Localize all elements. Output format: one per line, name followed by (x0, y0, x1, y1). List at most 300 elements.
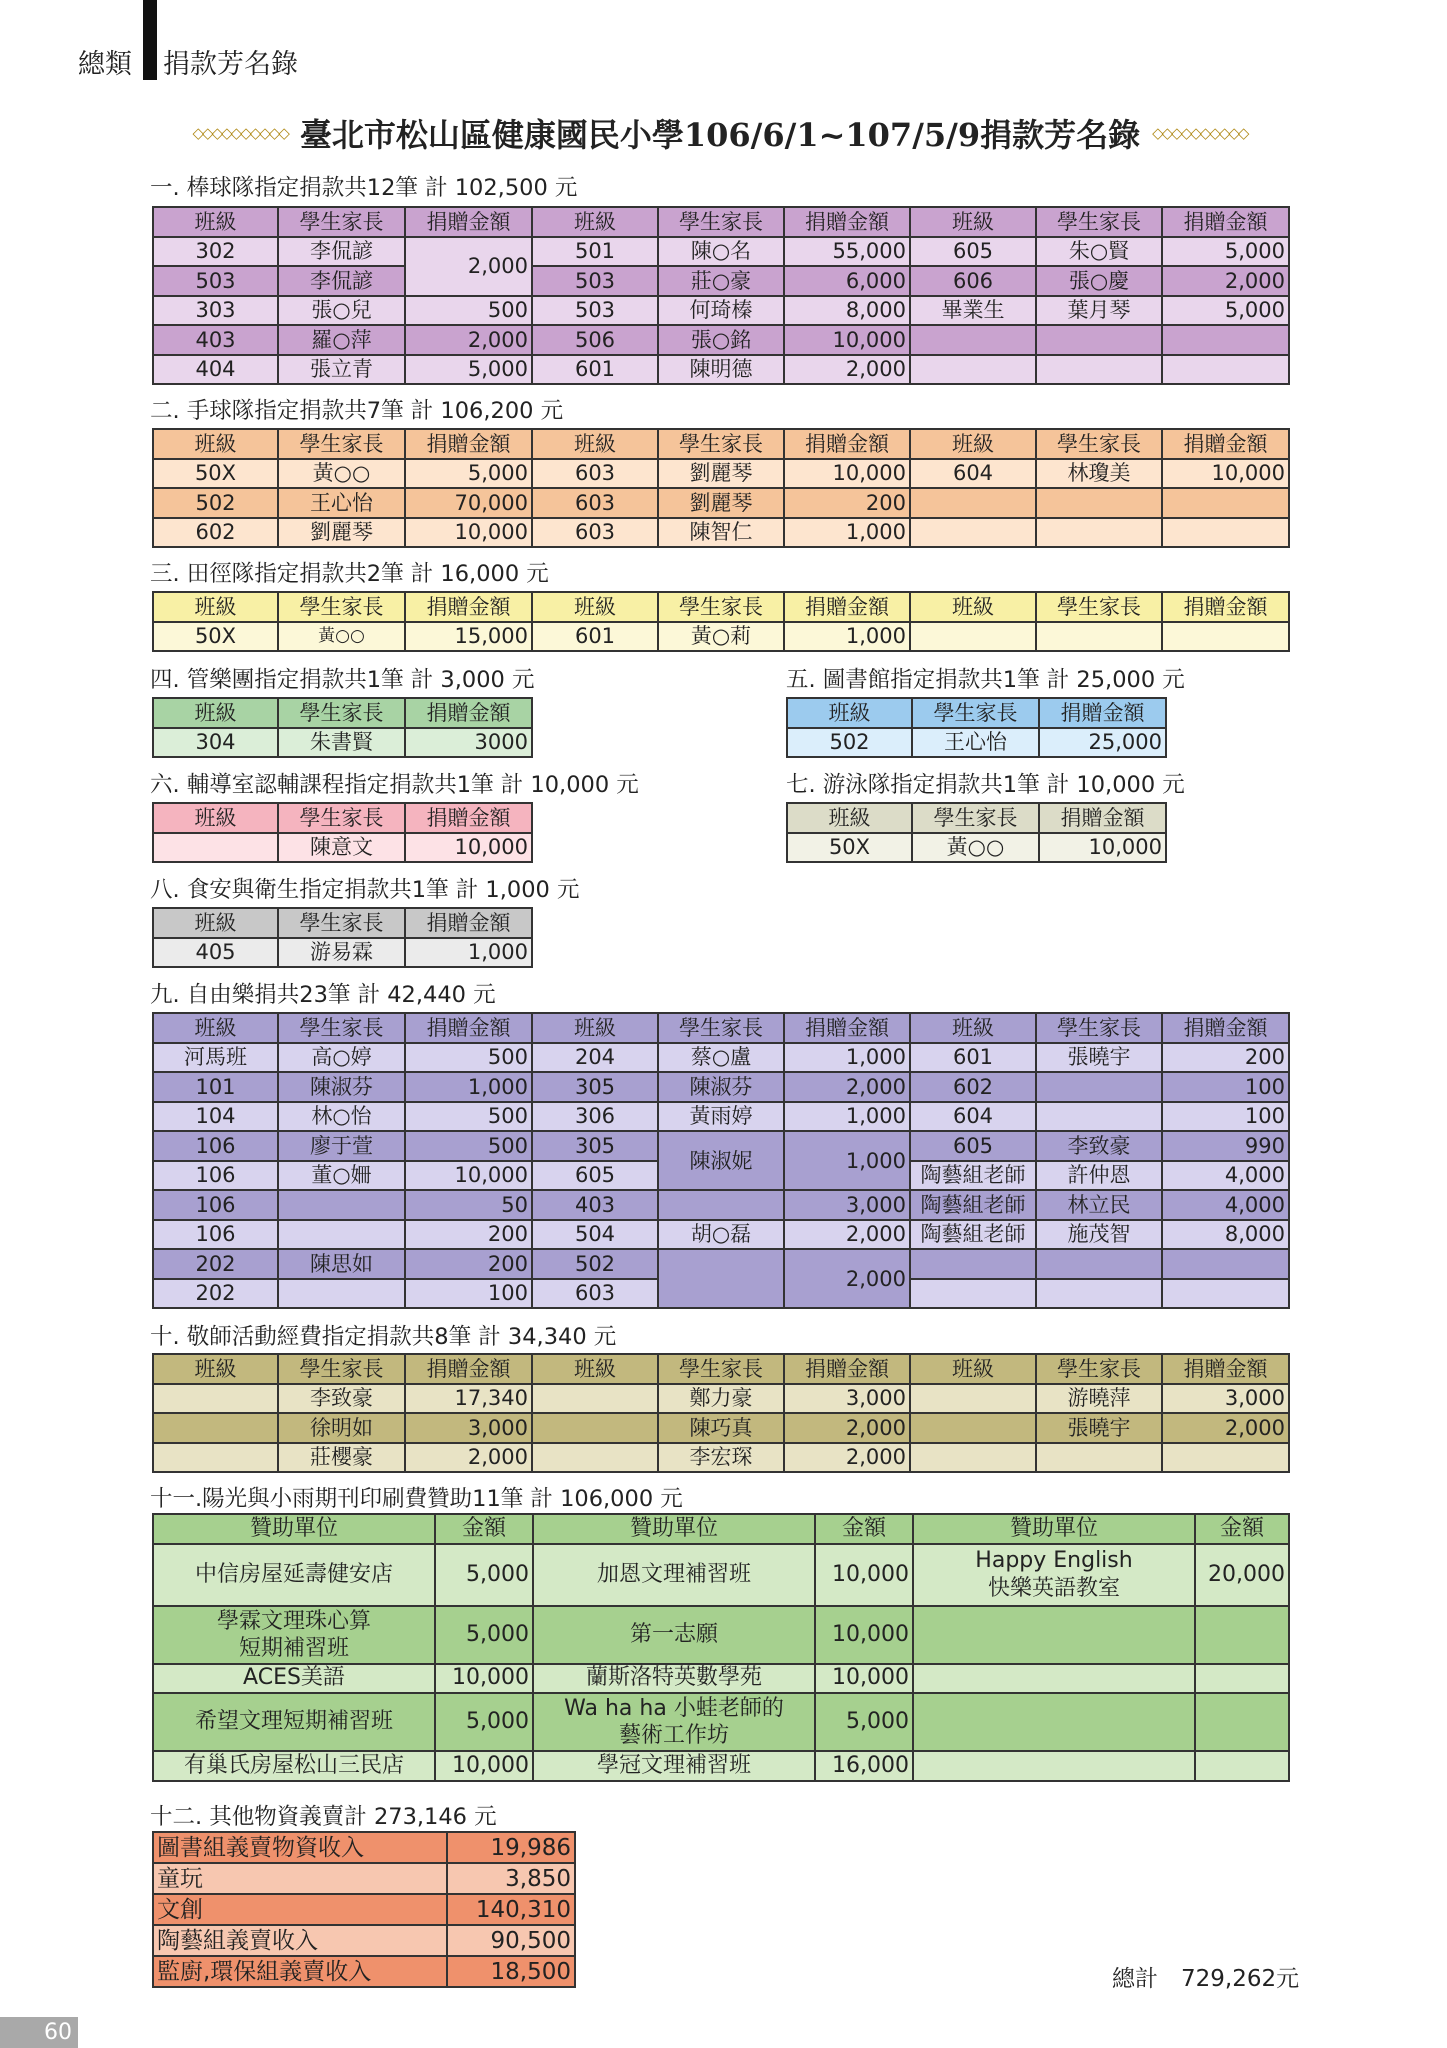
cell: 305 (532, 1131, 658, 1161)
table-row (153, 1925, 575, 1956)
col-class: 班級 (153, 698, 278, 728)
col-amount: 捐贈金額 (405, 803, 532, 833)
cell: 1,000 (784, 1102, 910, 1132)
cell: 游易霖 (278, 938, 405, 968)
cell (533, 1693, 815, 1751)
cell: 鄭力豪 (658, 1384, 784, 1414)
cell: 403 (532, 1190, 658, 1220)
cell: 5,000 (435, 1544, 533, 1606)
cell: 601 (532, 622, 658, 652)
col-unit: 贊助單位 (913, 1514, 1195, 1544)
cell: 林○怡 (278, 1102, 405, 1132)
cell: 100 (405, 1279, 532, 1309)
cell: 河馬班 (153, 1043, 278, 1073)
cell: 1,000 (405, 1072, 532, 1102)
cell: 10,000 (405, 518, 532, 548)
cell (278, 1279, 405, 1309)
cell: 黃○莉 (658, 622, 784, 652)
cell: 601 (910, 1043, 1036, 1073)
col-unit: 贊助單位 (153, 1514, 435, 1544)
col-amount: 捐贈金額 (1162, 592, 1289, 622)
col-amount: 捐贈金額 (784, 1013, 910, 1043)
col-amount: 捐贈金額 (405, 429, 532, 459)
table-row (153, 518, 1289, 548)
col-class: 班級 (910, 207, 1036, 237)
cell: 106 (153, 1220, 278, 1250)
cell: 陳思如 (278, 1249, 405, 1279)
col-amount: 捐贈金額 (784, 1354, 910, 1384)
col-class: 班級 (532, 1354, 658, 1384)
cell (532, 1384, 658, 1414)
cell: 15,000 (405, 622, 532, 652)
cell: 許仲恩 (1036, 1161, 1162, 1191)
cell: 陳明德 (658, 355, 784, 385)
cell: 文創 (153, 1894, 447, 1925)
cell: 3,850 (447, 1863, 575, 1894)
cell: 1,000 (405, 938, 532, 968)
col-amount: 捐贈金額 (1162, 1013, 1289, 1043)
page-number: 60 (0, 2017, 78, 2048)
cell (910, 518, 1036, 548)
cell: 劉麗琴 (658, 488, 784, 518)
table-row (787, 833, 1166, 863)
table-row (153, 1220, 1289, 1250)
handball-table (152, 428, 1290, 548)
table-row (153, 1072, 1289, 1102)
sponsor-name-line: 學霖文理珠心算 (216, 1608, 371, 1634)
cell: 503 (532, 266, 658, 296)
table-row (153, 266, 1289, 296)
cell (532, 1413, 658, 1443)
cell: 602 (153, 518, 278, 548)
cell: 504 (532, 1220, 658, 1250)
cell: 徐明如 (278, 1413, 405, 1443)
cell: 中信房屋延壽健安店 (153, 1544, 435, 1606)
table-row (153, 833, 532, 863)
cell: 506 (532, 325, 658, 355)
cell: 3,000 (784, 1190, 910, 1220)
cell: 5,000 (435, 1693, 533, 1751)
cell: 100 (1162, 1102, 1289, 1132)
table-row (153, 1544, 1289, 1606)
table-row (153, 1413, 1289, 1443)
cell: 10,000 (1039, 833, 1166, 863)
cell: 張曉宇 (1036, 1043, 1162, 1073)
cell (1036, 355, 1162, 385)
cell: 10,000 (815, 1544, 913, 1606)
col-amount: 捐贈金額 (405, 908, 532, 938)
cell (1036, 488, 1162, 518)
col-amount: 捐贈金額 (784, 429, 910, 459)
table-row (153, 1832, 575, 1863)
cell: 50 (405, 1190, 532, 1220)
table-row (153, 728, 532, 758)
col-parent: 學生家長 (1036, 592, 1162, 622)
cell (1162, 355, 1289, 385)
cell (910, 325, 1036, 355)
cell: 林瓊美 (1036, 459, 1162, 489)
cell: 高○婷 (278, 1043, 405, 1073)
cell: 10,000 (815, 1664, 913, 1694)
cell: 陳意文 (278, 833, 405, 863)
counsel-table (152, 802, 533, 863)
cell: 3,000 (784, 1384, 910, 1414)
cell: 張○銘 (658, 325, 784, 355)
cell: 5,000 (1162, 296, 1289, 326)
table-row (153, 1190, 1289, 1220)
cell: 603 (532, 459, 658, 489)
cell: 2,000 (405, 237, 532, 296)
sponsor-name-line: Happy English (975, 1547, 1133, 1573)
col-parent: 學生家長 (658, 592, 784, 622)
cell (1162, 325, 1289, 355)
table-row (153, 1443, 1289, 1473)
cell (910, 1443, 1036, 1473)
cell: 李侃諺 (278, 237, 405, 267)
col-class: 班級 (153, 803, 278, 833)
cell: 莊櫻豪 (278, 1443, 405, 1473)
table-row (153, 355, 1289, 385)
cell (1162, 518, 1289, 548)
section-food-title: 八. 食安與衛生指定捐款共1筆 計 1,000 元 (150, 877, 580, 903)
section-band-title: 四. 管樂團指定捐款共1筆 計 3,000 元 (150, 667, 535, 693)
cell: 何琦榛 (658, 296, 784, 326)
cell: 601 (532, 355, 658, 385)
cell: 106 (153, 1190, 278, 1220)
cell: 200 (405, 1249, 532, 1279)
col-amount: 捐贈金額 (405, 207, 532, 237)
table-row (153, 938, 532, 968)
cell: 602 (910, 1072, 1036, 1102)
cell: 希望文理短期補習班 (153, 1693, 435, 1751)
cell: 游曉萍 (1036, 1384, 1162, 1414)
table-row (153, 1384, 1289, 1414)
col-class: 班級 (910, 1013, 1036, 1043)
cell: 502 (153, 488, 278, 518)
cell: 302 (153, 237, 278, 267)
cell: 10,000 (815, 1606, 913, 1664)
cell: 603 (532, 518, 658, 548)
cell (278, 1220, 405, 1250)
col-money: 金額 (435, 1514, 533, 1544)
table-header-row (153, 592, 1289, 622)
table-row (153, 1894, 575, 1925)
col-amount: 捐贈金額 (1039, 803, 1166, 833)
cell (910, 1279, 1036, 1309)
table-header-row (153, 908, 532, 938)
cell: 604 (910, 459, 1036, 489)
table-header-row (153, 1013, 1289, 1043)
cell: 990 (1162, 1131, 1289, 1161)
cell: 403 (153, 325, 278, 355)
table-header-row (153, 803, 532, 833)
col-amount: 捐贈金額 (784, 207, 910, 237)
cell: 朱○賢 (1036, 237, 1162, 267)
cell: 10,000 (405, 833, 532, 863)
cell: 1,000 (784, 518, 910, 548)
cell: 50X (153, 459, 278, 489)
col-parent: 學生家長 (278, 592, 405, 622)
cell: 王心怡 (912, 728, 1039, 758)
cell: 2,000 (784, 1413, 910, 1443)
cell: 陶藝組老師 (910, 1161, 1036, 1191)
col-parent: 學生家長 (658, 1354, 784, 1384)
cell: 5,000 (405, 459, 532, 489)
cell (153, 1606, 435, 1664)
table-header-row (153, 1354, 1289, 1384)
col-class: 班級 (910, 429, 1036, 459)
cell: 500 (405, 296, 532, 326)
cell: 303 (153, 296, 278, 326)
cell: 1,000 (784, 622, 910, 652)
cell: 劉麗琴 (278, 518, 405, 548)
cell: 有巢氏房屋松山三民店 (153, 1751, 435, 1781)
cell: 502 (787, 728, 912, 758)
col-amount: 捐贈金額 (784, 592, 910, 622)
cell (153, 1384, 278, 1414)
cell (913, 1664, 1195, 1694)
cell: 2,000 (1162, 1413, 1289, 1443)
cell: 李侃諺 (278, 266, 405, 296)
cell: 8,000 (784, 296, 910, 326)
cell: 學冠文理補習班 (533, 1751, 815, 1781)
col-parent: 學生家長 (1036, 1013, 1162, 1043)
cell: 10,000 (1162, 459, 1289, 489)
swim-table (786, 802, 1167, 863)
cell: 羅○萍 (278, 325, 405, 355)
cell (910, 1249, 1036, 1279)
col-money: 金額 (1195, 1514, 1289, 1544)
cell: 603 (532, 1279, 658, 1309)
col-parent: 學生家長 (1036, 1354, 1162, 1384)
cell: 林立民 (1036, 1190, 1162, 1220)
band-table (152, 697, 533, 758)
page-title: 臺北市松山區健康國民小學106/6/1~107/5/9捐款芳名錄 (299, 116, 1141, 154)
cell: 106 (153, 1161, 278, 1191)
cell (910, 622, 1036, 652)
cell: 李致豪 (1036, 1131, 1162, 1161)
section-track-title: 三. 田徑隊指定捐款共2筆 計 16,000 元 (150, 561, 549, 587)
cell (532, 1443, 658, 1473)
cell: 10,000 (435, 1751, 533, 1781)
cell: 200 (784, 488, 910, 518)
cell: 70,000 (405, 488, 532, 518)
header-divider (143, 0, 157, 80)
col-amount: 捐贈金額 (1162, 429, 1289, 459)
cell: 204 (532, 1043, 658, 1073)
cell: 2,000 (784, 1249, 910, 1308)
cell: 童玩 (153, 1863, 447, 1894)
col-amount: 捐贈金額 (405, 698, 532, 728)
col-money: 金額 (815, 1514, 913, 1544)
cell: 劉麗琴 (658, 459, 784, 489)
col-class: 班級 (532, 592, 658, 622)
col-amount: 捐贈金額 (1162, 207, 1289, 237)
col-class: 班級 (153, 429, 278, 459)
col-class: 班級 (532, 207, 658, 237)
cell: 50X (787, 833, 912, 863)
cell: 55,000 (784, 237, 910, 267)
cell (913, 1544, 1195, 1606)
cell: 1,000 (784, 1043, 910, 1073)
section-sponsor-title: 十一.陽光與小雨期刊印刷費贊助11筆 計 106,000 元 (150, 1486, 683, 1512)
cell (1036, 1249, 1162, 1279)
sponsor-name-line: 短期補習班 (238, 1635, 349, 1661)
cell (1036, 325, 1162, 355)
col-parent: 學生家長 (278, 908, 405, 938)
col-parent: 學生家長 (658, 429, 784, 459)
table-header-row (153, 1514, 1289, 1544)
col-amount: 捐贈金額 (1039, 698, 1166, 728)
cell: 2,000 (1162, 266, 1289, 296)
cell: 603 (532, 488, 658, 518)
cell: 朱書賢 (278, 728, 405, 758)
cell: 500 (405, 1102, 532, 1132)
cell: 10,000 (784, 325, 910, 355)
cell: 502 (532, 1249, 658, 1279)
col-parent: 學生家長 (278, 803, 405, 833)
col-class: 班級 (910, 592, 1036, 622)
cell: 葉月琴 (1036, 296, 1162, 326)
cell: 605 (532, 1161, 658, 1191)
col-parent: 學生家長 (278, 698, 405, 728)
cell: 90,500 (447, 1925, 575, 1956)
cell (1162, 1443, 1289, 1473)
col-class: 班級 (153, 1354, 278, 1384)
cell (1162, 488, 1289, 518)
cell: 6,000 (784, 266, 910, 296)
food-table (152, 907, 533, 968)
table-row (153, 459, 1289, 489)
table-header-row (153, 207, 1289, 237)
cell: 陶藝組義賣收入 (153, 1925, 447, 1956)
cell: 2,000 (784, 1072, 910, 1102)
cell: 1,000 (784, 1131, 910, 1190)
cell: 施茂智 (1036, 1220, 1162, 1250)
baseball-table (152, 206, 1290, 385)
cell: 106 (153, 1131, 278, 1161)
section-swim-title: 七. 游泳隊指定捐款共1筆 計 10,000 元 (786, 772, 1185, 798)
cell: 3,000 (1162, 1384, 1289, 1414)
cell: 2,000 (784, 1443, 910, 1473)
col-parent: 學生家長 (1036, 429, 1162, 459)
cell: 3000 (405, 728, 532, 758)
table-row (153, 1693, 1289, 1751)
table-row (153, 1102, 1289, 1132)
cell: 莊○豪 (658, 266, 784, 296)
section-handball-title: 二. 手球隊指定捐款共7筆 計 106,200 元 (150, 398, 564, 424)
cell: 605 (910, 237, 1036, 267)
cell: 605 (910, 1131, 1036, 1161)
cell: 監廚,環保組義賣收入 (153, 1956, 447, 1987)
col-amount: 捐贈金額 (405, 592, 532, 622)
sale-table (152, 1831, 576, 1988)
cell: 503 (532, 296, 658, 326)
table-row (153, 622, 1289, 652)
col-class: 班級 (153, 207, 278, 237)
cell: 500 (405, 1131, 532, 1161)
table-header-row (153, 698, 532, 728)
col-parent: 學生家長 (278, 1354, 405, 1384)
sponsor-name-line: Wa ha ha 小蛙老師的 (564, 1696, 784, 1721)
table-row (153, 1606, 1289, 1664)
col-class: 班級 (787, 698, 912, 728)
cell (1162, 1249, 1289, 1279)
cell: 圖書組義賣物資收入 (153, 1832, 447, 1863)
table-header-row (787, 698, 1166, 728)
cell: 306 (532, 1102, 658, 1132)
cell: 10,000 (435, 1664, 533, 1694)
cell: 陳○名 (658, 237, 784, 267)
col-amount: 捐贈金額 (1162, 1354, 1289, 1384)
cell: 黃○○ (278, 459, 405, 489)
table-row (153, 1956, 575, 1987)
cell: 陳淑妮 (658, 1131, 784, 1190)
cell (913, 1606, 1195, 1664)
cell: 16,000 (815, 1751, 913, 1781)
cell: 畢業生 (910, 296, 1036, 326)
cell: 3,000 (405, 1413, 532, 1443)
ornament-right: ◇◇◇◇◇◇◇◇◇◇ (1152, 124, 1248, 142)
sponsor-name-line: 藝術工作坊 (618, 1723, 729, 1748)
cell (1036, 1443, 1162, 1473)
cell: 200 (1162, 1043, 1289, 1073)
header-category: 總類 (78, 49, 132, 80)
sponsor-name-line: 快樂英語教室 (987, 1575, 1120, 1601)
cell: 404 (153, 355, 278, 385)
cell: 4,000 (1162, 1161, 1289, 1191)
cell (1036, 518, 1162, 548)
cell (1195, 1606, 1289, 1664)
cell (910, 355, 1036, 385)
cell (1195, 1664, 1289, 1694)
col-amount: 捐贈金額 (405, 1013, 532, 1043)
col-parent: 學生家長 (278, 429, 405, 459)
cell: 405 (153, 938, 278, 968)
teacher-table (152, 1353, 1290, 1473)
cell (278, 1190, 405, 1220)
cell (910, 1384, 1036, 1414)
cell: 101 (153, 1072, 278, 1102)
cell (1162, 1279, 1289, 1309)
cell: 606 (910, 266, 1036, 296)
cell: 304 (153, 728, 278, 758)
section-teacher-title: 十. 敬師活動經費指定捐款共8筆 計 34,340 元 (150, 1324, 617, 1350)
cell (1036, 1102, 1162, 1132)
cell: 19,986 (447, 1832, 575, 1863)
cell: 2,000 (784, 355, 910, 385)
cell: 503 (153, 266, 278, 296)
cell (1195, 1693, 1289, 1751)
cell: 陶藝組老師 (910, 1190, 1036, 1220)
cell: 黃○○ (278, 622, 405, 652)
cell: 王心怡 (278, 488, 405, 518)
table-row (153, 1131, 1289, 1161)
table-header-row (153, 429, 1289, 459)
table-row (153, 488, 1289, 518)
cell: ACES美語 (153, 1664, 435, 1694)
col-class: 班級 (153, 908, 278, 938)
cell: 李致豪 (278, 1384, 405, 1414)
col-class: 班級 (532, 1013, 658, 1043)
cell: 10,000 (405, 1161, 532, 1191)
table-row (153, 1863, 575, 1894)
cell: 黃雨婷 (658, 1102, 784, 1132)
cell: 第一志願 (533, 1606, 815, 1664)
cell: 張○慶 (1036, 266, 1162, 296)
section-free-title: 九. 自由樂捐共23筆 計 42,440 元 (150, 982, 496, 1008)
cell: 5,000 (815, 1693, 913, 1751)
